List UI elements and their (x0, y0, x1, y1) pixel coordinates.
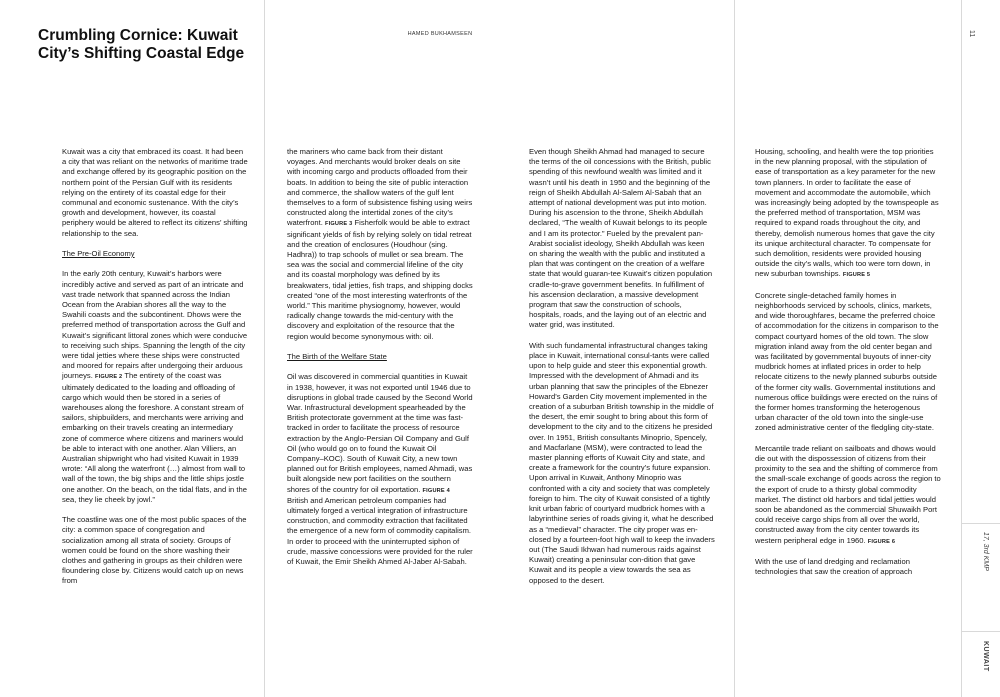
text-column-1 (62, 147, 248, 597)
figure-reference: FIGURE 5 (842, 272, 871, 279)
journal-tag: 17, 3rd KMP (982, 532, 989, 571)
paragraph-text-continued: The entirety of the coast was ultimately dedicated to the loading and offloading of cargo which would then be stored in a series of warehouses along the foreshore. A constant stream of sailors, shipbuilders, and merchants were arriving and embarking on their travels creating an intermediary zone of commerce where citizens and mariners would be able to interact with one another. Alan Villiers, an Australian shipwright who had visited Kuwait in 1939 wrote: “All along the waterfront (…) almost from wall to wall of the town, the big ships and the little ships jostle one another. On the beach, on the tidal flats, and in the sea, they lie cheek by jowl.” (62, 371, 247, 504)
paragraph-text: In the early 20th century, Kuwait’s harbors were incredibly active and served as part of an intricate and vast trade network that spanned across the Indian Ocean from the Arabian shores all the way to the Swahili coasts and the subcontinent. Dhows were the preferred method of transportation across the Gulf and Kuwait’s significant littoral zones which were conducive to receiving such ships. Spanning the length of the city were tidal jetties where these ships were constructed and moored for repairs after undergoing their arduous journeys. (62, 269, 248, 381)
margin-rule (961, 0, 962, 697)
text-column-3 (529, 147, 715, 596)
section-heading: The Pre-Oil Economy (62, 249, 135, 259)
figure-reference: FIGURE 4 (422, 487, 450, 494)
margin-divider-top (962, 523, 1000, 524)
margin-divider-bottom (962, 631, 1000, 632)
page-number: 11 (968, 30, 975, 38)
paragraph-text: Even though Sheikh Ahmad had managed to secure the terms of the oil concessions with the British, public spending of this newfound wealth was limited and it wasn’t until his death in 1950 and the beginning of the reign of Sheikh Abdullah Al-Salem Al-Sabah that an attempt of national development was put into motion. During his ascension to the throne, Sheikh Abdullah declared, “The wealth of Kuwait belongs to its people and I am its protector.” Fueled by the prevalent pan-Arabist socialist ideology, Sheikh Abdullah was keen on sharing the wealth with the public and instituted a plan that was contingent on the creation of a welfare state that would guaran-tee Kuwait’s citizen population cradle-to-grave government benefits. In fulfillment of his ascension declaration, a massive development program that saw the construction of schools, hospitals, roads, and the laying out of an electric and water grid, was instituted. (529, 147, 713, 330)
column-rule-2 (734, 0, 735, 697)
body-paragraph (529, 147, 715, 331)
body-paragraph (287, 372, 473, 567)
figure-reference: FIGURE 3 (325, 221, 353, 228)
figure-reference: FIGURE 2 (94, 374, 123, 381)
paragraph-text: Oil was discovered in commercial quantities in Kuwait in 1938, however, it was not exported until 1946 due to disruptions in global trade caused by the Second World War. Infrastructural development spearheaded by the British protectorate government at the time was fast-tracked in order to facilitate the process of resource extraction by the Anglo-Persian Oil Company and Gulf Oil (who would go on to found the Kuwait Oil Company–KOC). South of Kuwait City, a new town planned out for British employees, named Ahmadi, was built alongside new port facilities on the southern shores of the country for oil exportation. (287, 372, 473, 494)
paragraph-text: Housing, schooling, and health were the top priorities in the new planning proposal, with the stipulation of ease of transportation as a key parameter for the new town planners. In order to facilitate the ease of movement and accommodate the automobile, which was increasingly being adopted by the townspeople as the preferred method of transportation, MSM was required to expand roads throughout the city, and thereby, demolish numerous homes that gave the city its unique architectural character. To compensate for such demolition, residents were provided housing outside the city’s walls, which too were torn down, in new suburban townships. (755, 147, 939, 279)
paragraph-text: With the use of land dredging and reclamation technologies that saw the creation of approach (755, 557, 913, 577)
column-rule-1 (264, 0, 265, 697)
body-paragraph (62, 515, 248, 586)
body-paragraph (62, 269, 248, 505)
article-title: Crumbling Cornice: Kuwait City’s Shifting Coastal Edge (38, 27, 245, 62)
author-name: HAMED BUKHAMSEEN (407, 31, 473, 37)
body-paragraph (529, 341, 715, 586)
paragraph-text: Concrete single-detached family homes in neighborhoods serviced by schools, clinics, markets, and wide thoroughfares, became the preferred choice of accommodation for the citizens in comparison to the compact courtyard homes of the old town. The slow migration inland away from the old center began and was facilitated by governmental buyouts of inner-city mudbrick homes at inflated prices in order to help relocate citizens to the newly planned suburbs outside of the former city walls. Governmental institutions and numerous office buildings were erected on the ruins of the former homes transforming the heterogenous urban character of the old town into the single-use zoned administrative center of the fledgling city-state. (755, 290, 939, 433)
paragraph-text-continued: British and American petroleum companies had ultimately forged a vertical integration of infrastructure construction, and commodity extraction that facilitated the emergence of a new form of commodity capitalism. In order to proceed with the uninterrupted siphon of crude, massive concessions were provided for the ruler of Kuwait, the Emir Sheikh Ahmed Al-Jaber Al-Sabah. (287, 495, 473, 567)
body-paragraph (755, 557, 941, 577)
paragraph-text: With such fundamental infrastructural changes taking place in Kuwait, international consul-tants were called upon to help guide and steer this exponential growth. Impressed with the development of Ahmadi and its urban planning that saw the principles of the Ebnezer Howard’s Garden City movement implemented in the creation of a suburban British township in the middle of the desert, the emir sought to bring about this form of development to the city and to the citizens he presided over. In 1951, British consultants Minoprio, Spencely, and Macfarlane (MSM), were contracted to lead the master planning efforts of Kuwait City and state, and create a framework for the country’s future expansion. Upon arrival in Kuwait, Anthony Minoprio was confronted with a city and society that was completely foreign to him. The city of Kuwait consisted of a tightly knit urban fabric of courtyard mudbrick homes with a labyrinthine series of roads giving it, what he described as a “medieval” character. The city proper was en-closed by a fourteen-foot high wall to keep the invaders out (The Saudi Ikhwan had numerous raids against Kuwait) creating a peninsular con-dition that gave Kuwait and its people a view towards the sea as opposed to the desert. (529, 340, 715, 585)
body-paragraph (755, 444, 941, 547)
paragraph-text-continued: Fisherfolk would be able to extract significant yields of fish by relying solely on tidal retreat and the creation of enclosures (Houdhour (sing. Hadhra)) to trap schools of mullet or sea bream. The sea was the social and commercial lifeline of the city and its coastal morphology was defined by its breakwaters, tidal jetties, fish traps, and shipping docks created “one of the most interesting waterfronts of the world.” This maritime physiognomy, however, would radically change towards the mid-century with the discovery and exploitation of the resource that the region would become synonymous with: oil. (287, 218, 473, 341)
body-paragraph (755, 147, 941, 281)
body-paragraph (755, 291, 941, 434)
paragraph-text: Mercantile trade reliant on sailboats and dhows would die out with the dispossession of citizens from their proximity to the sea and the shifting of commerce from the small-scale exchange of goods across the region to the export of crude to a thirsty global commodity market. The distinct old harbors and tidal jetties would soon be abandoned as the commercial Shuwaikh Port could receive cargo ships from all over the world, constructed away from the city center towards its western peripheral edge in 1960. (755, 443, 941, 545)
text-column-4 (755, 147, 941, 588)
body-paragraph (62, 147, 248, 239)
body-paragraph (287, 147, 473, 342)
text-column-2 (287, 147, 473, 577)
section-heading: The Birth of the Welfare State (287, 352, 387, 362)
paragraph-text: Kuwait was a city that embraced its coast. It had been a city that was reliant on the networks of maritime trade and exchange offered by its geographic position on the northern point of the Persian Gulf with its residents relying on the entirety of its coastal edge for their communal and economic sustenance. With the city’s growth and development, however, its coastal periphery would be altered to reflect its citizens’ shifting relationship to the sea. (62, 147, 248, 238)
figure-reference: FIGURE 6 (867, 538, 896, 545)
section-tag: KUWAIT (982, 641, 989, 672)
paragraph-text: the mariners who came back from their distant voyages. And merchants would broker deals on site with incoming cargo and products offloaded from their boats. In addition to being the site of public interaction and commerce, the shallow waters of the gulf lent themselves to a form of subsistence fishing using weirs constructed along the intertidal zones of the city’s waterfront. (287, 147, 473, 228)
paragraph-text: The coastline was one of the most public spaces of the city: a common space of congregation and socialization among all strata of society. Groups of women could be found on the shore washing their clothes and gathering in groups as their children were floundering close by. Citizens would catch up on news from (62, 515, 247, 586)
